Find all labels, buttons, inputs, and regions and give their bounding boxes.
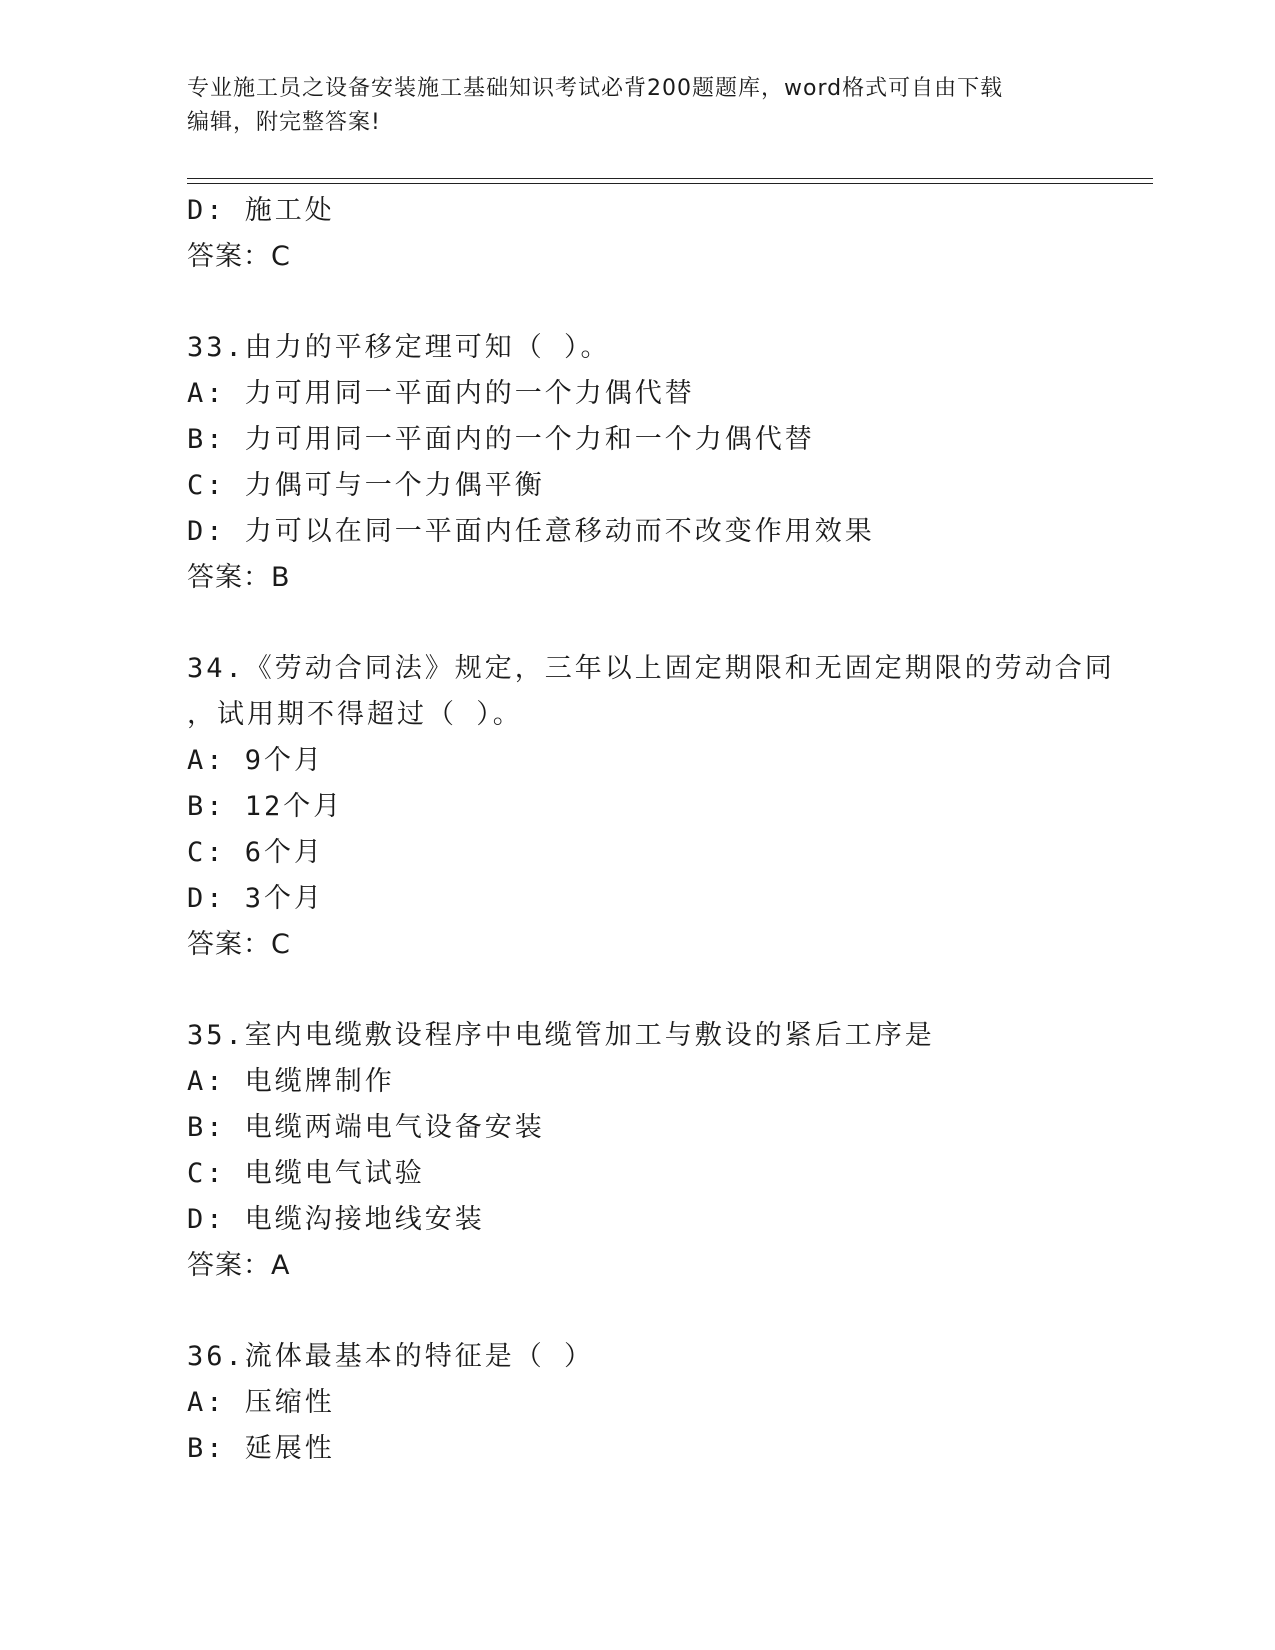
answer: 答案：C <box>187 929 291 960</box>
option-c: C: 6个月 <box>187 837 325 868</box>
option-d: D: 3个月 <box>187 883 325 914</box>
option-b: B: 12个月 <box>187 791 344 822</box>
question-34 <box>187 646 1115 968</box>
option-b: B: 延展性 <box>187 1433 335 1464</box>
question-stem: 36.流体最基本的特征是（ ） <box>187 1341 595 1372</box>
option-a: A: 9个月 <box>187 745 325 776</box>
option-d: D: 力可以在同一平面内任意移动而不改变作用效果 <box>187 516 875 547</box>
question-33 <box>187 325 1087 601</box>
option-d: D: 电缆沟接地线安装 <box>187 1204 485 1235</box>
answer: 答案：A <box>187 1250 291 1281</box>
option-a: A: 压缩性 <box>187 1387 335 1418</box>
spacer <box>187 601 1087 646</box>
option-a: A: 力可用同一平面内的一个力偶代替 <box>187 378 695 409</box>
spacer <box>187 968 1087 1013</box>
question-stem: 33.由力的平移定理可知（ ）。 <box>187 332 611 363</box>
option-c: C: 力偶可与一个力偶平衡 <box>187 470 545 501</box>
question-stem-line2: ，试用期不得超过（ ）。 <box>187 699 523 730</box>
question-32-tail <box>187 188 1087 280</box>
header-divider-bottom <box>187 183 1153 184</box>
header-divider-top <box>187 178 1153 179</box>
option-c: C: 电缆电气试验 <box>187 1158 425 1189</box>
option-b: B: 力可用同一平面内的一个力和一个力偶代替 <box>187 424 815 455</box>
answer: 答案：B <box>187 562 291 593</box>
header-title-line2: 编辑，附完整答案! <box>187 110 381 135</box>
header-title-line1: 专业施工员之设备安装施工基础知识考试必背200题题库，word格式可自由下载 <box>187 76 1004 101</box>
question-36 <box>187 1334 1087 1472</box>
question-stem-line1: 34.《劳动合同法》规定，三年以上固定期限和无固定期限的劳动合同 <box>187 653 1115 684</box>
spacer <box>187 1289 1087 1334</box>
question-35 <box>187 1013 1087 1289</box>
answer: 答案：C <box>187 241 291 272</box>
document-header <box>187 72 1087 140</box>
option-a: A: 电缆牌制作 <box>187 1066 395 1097</box>
question-stem: 35.室内电缆敷设程序中电缆管加工与敷设的紧后工序是 <box>187 1020 935 1051</box>
question-list <box>187 188 1115 1472</box>
option-b: B: 电缆两端电气设备安装 <box>187 1112 545 1143</box>
spacer <box>187 280 1087 325</box>
option-d: D: 施工处 <box>187 195 335 226</box>
